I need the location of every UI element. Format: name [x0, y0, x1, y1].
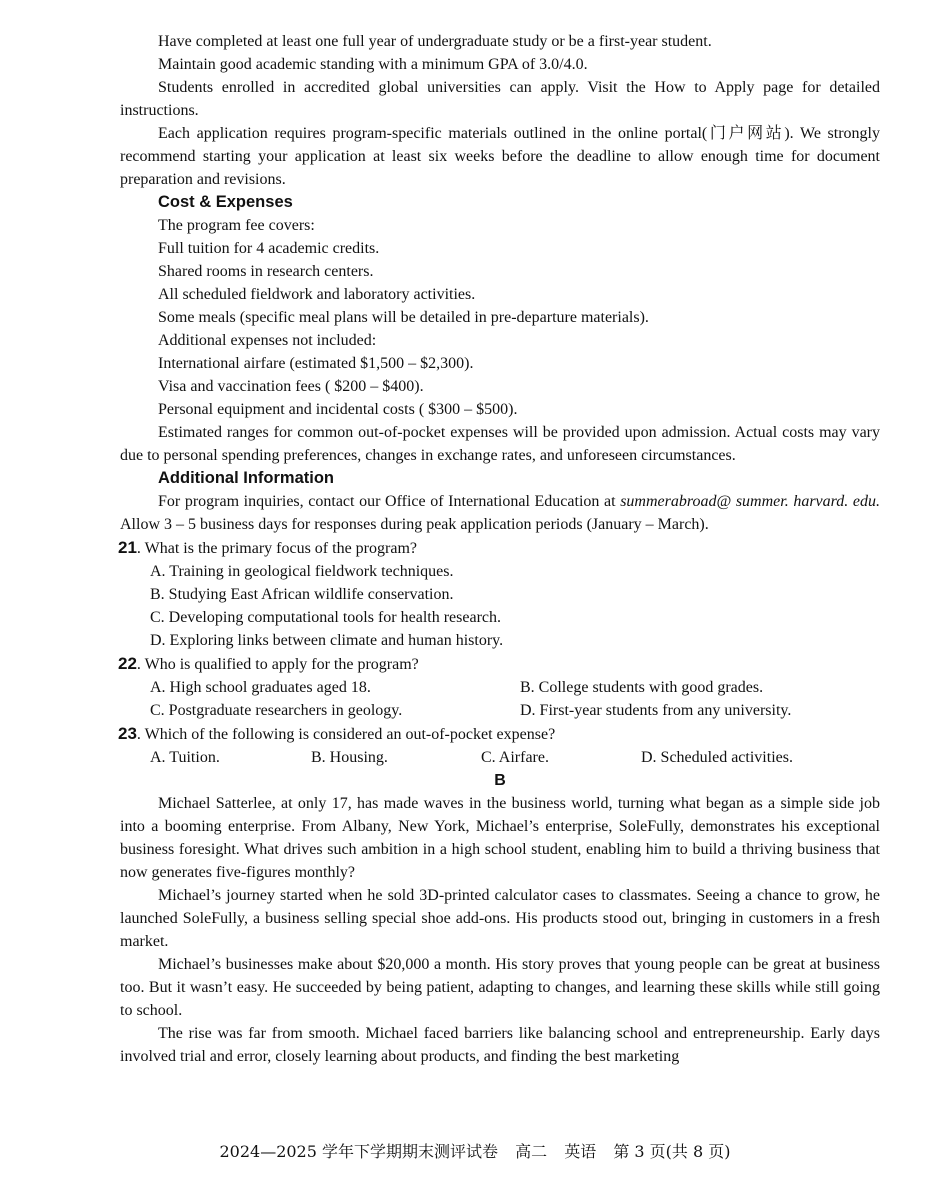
- passage-b-paragraph-4: The rise was far from smooth. Michael faced barriers like balancing school and entrepreneurship. Early days involved trial and error, closely learning about products, and finding the best marketing: [120, 1025, 880, 1065]
- question-number: 21: [118, 538, 137, 557]
- footer-page-number: 第 3 页(共 8 页): [613, 1142, 731, 1161]
- option-row: [120, 676, 880, 699]
- extra-intro: Additional expenses not included:: [158, 332, 377, 349]
- question-number: 23: [118, 724, 137, 743]
- footer-exam-title: 2024—2025 学年下学期期末测评试卷: [219, 1142, 498, 1161]
- question-text: . What is the primary focus of the program?: [136, 540, 417, 557]
- question-23: [120, 722, 880, 769]
- question-22: [120, 652, 880, 722]
- footer-grade: 高二: [515, 1142, 548, 1161]
- option-a: A. High school graduates aged 18.: [150, 679, 371, 696]
- cost-heading: Cost & Expenses: [158, 193, 293, 211]
- cover-item: Full tuition for 4 academic credits.: [158, 240, 380, 257]
- option-row: [120, 699, 880, 722]
- page-content: [120, 30, 880, 1068]
- cover-item: Some meals (specific meal plans will be detailed in pre-departure materials).: [158, 309, 649, 326]
- option-d: D. Exploring links between climate and human history.: [150, 632, 504, 649]
- contact-email: summerabroad@ summer. harvard. edu.: [620, 493, 881, 510]
- additional-text-before: For program inquiries, contact our Office of International Education at: [158, 493, 621, 510]
- question-text: . Which of the following is considered an out-of-pocket expense?: [136, 726, 556, 743]
- passage-b-label: B: [494, 772, 506, 789]
- additional-heading: Additional Information: [158, 469, 334, 487]
- option-c: C. Airfare.: [481, 749, 549, 766]
- extra-item: Personal equipment and incidental costs ( $300 – $500).: [158, 401, 518, 418]
- page-footer: [0, 1140, 950, 1163]
- question-21: [120, 536, 880, 652]
- additional-text-after: Allow 3 – 5 business days for responses during peak application periods (January – March).: [120, 516, 709, 533]
- passage-b-paragraph-1: Michael Satterlee, at only 17, has made waves in the business world, turning what began as a simple side job into a booming enterprise. From Albany, New York, Michael’s enterprise, SoleFully, demonstrates his exceptional business foresight. What drives such ambition in a high school student, enabling him to build a thriving business that now generates five-figures monthly?: [120, 795, 880, 881]
- cover-item: Shared rooms in research centers.: [158, 263, 374, 280]
- eligibility-line-1: Have completed at least one full year of undergraduate study or be a first-year student.: [158, 33, 712, 50]
- question-text: . Who is qualified to apply for the program?: [136, 656, 419, 673]
- footer-subject: 英语: [564, 1142, 597, 1161]
- question-stem: [120, 652, 880, 676]
- option-a: A. Tuition.: [150, 749, 220, 766]
- eligibility-paragraph-1: Students enrolled in accredited global universities can apply. Visit the How to Apply page for detailed instructions.: [120, 79, 880, 119]
- option-b: B. College students with good grades.: [520, 679, 764, 696]
- extra-item: International airfare (estimated $1,500 – $2,300).: [158, 355, 474, 372]
- option-d: D. First-year students from any university.: [520, 702, 792, 719]
- option-d: D. Scheduled activities.: [641, 749, 793, 766]
- option-row: [120, 746, 880, 769]
- question-number: 22: [118, 654, 137, 673]
- passage-b-paragraph-3: Michael’s businesses make about $20,000 a month. His story proves that young people can be great at business too. But it wasn’t easy. He succeeded by being patient, adapting to changes, and learning these skills while still going to school.: [120, 956, 880, 1019]
- eligibility-paragraph-2: Each application requires program-specific materials outlined in the online portal(门户网站). We strongly recommend starting your application at least six weeks before the deadline to allow enough time for document preparation and revisions.: [120, 125, 880, 188]
- extra-item: Visa and vaccination fees ( $200 – $400).: [158, 378, 424, 395]
- cost-note: Estimated ranges for common out-of-pocket expenses will be provided upon admission. Actual costs may vary due to personal spending preferences, changes in exchange rates, and unforeseen circumstances.: [120, 424, 880, 464]
- cover-item: All scheduled fieldwork and laboratory activities.: [158, 286, 476, 303]
- covers-intro: The program fee covers:: [158, 217, 315, 234]
- eligibility-line-2: Maintain good academic standing with a minimum GPA of 3.0/4.0.: [158, 56, 588, 73]
- option-a: A. Training in geological fieldwork techniques.: [150, 563, 454, 580]
- option-c: C. Postgraduate researchers in geology.: [150, 702, 403, 719]
- question-stem: [120, 722, 880, 746]
- option-b: B. Housing.: [311, 749, 388, 766]
- passage-b-paragraph-2: Michael’s journey started when he sold 3D-printed calculator cases to classmates. Seeing a chance to grow, he launched SoleFully, a business selling special shoe add-ons. His products stood out, bringing in customers in a fresh market.: [120, 887, 880, 950]
- additional-paragraph: [120, 490, 880, 536]
- question-stem: [120, 536, 880, 560]
- option-b: B. Studying East African wildlife conservation.: [150, 586, 454, 603]
- option-c: C. Developing computational tools for health research.: [150, 609, 502, 626]
